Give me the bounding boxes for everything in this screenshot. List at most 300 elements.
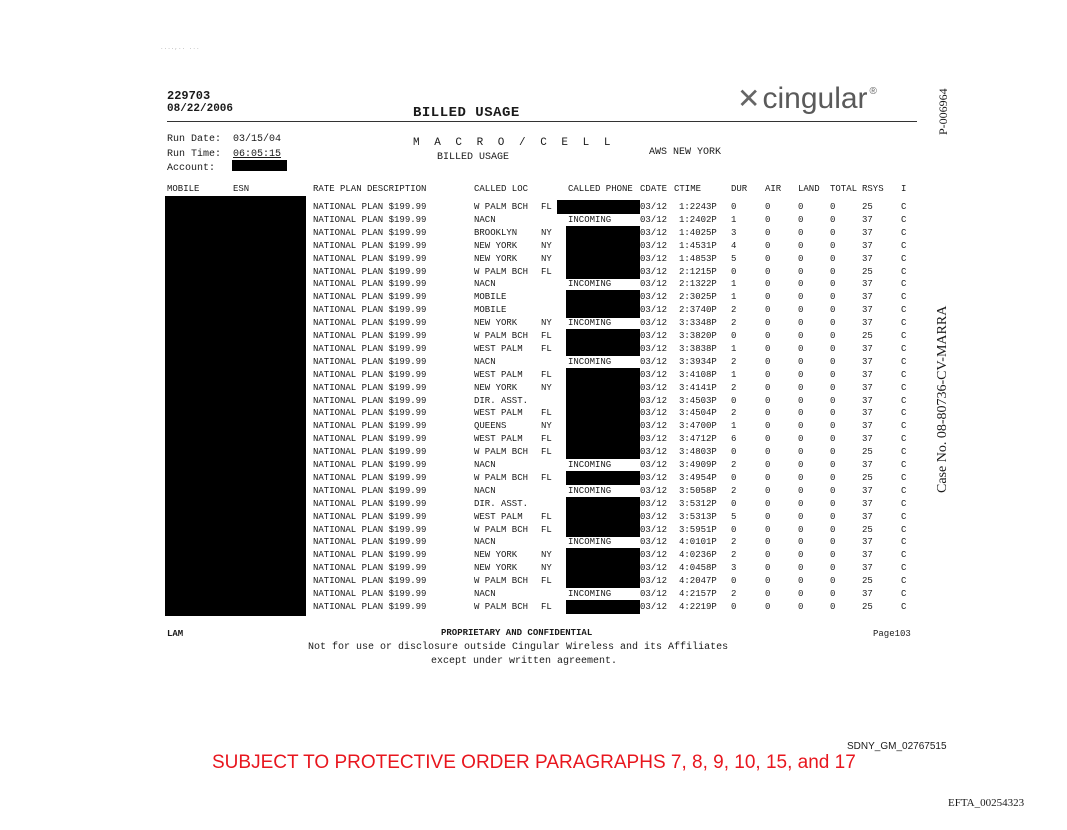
total-cell: 0 [830, 434, 836, 445]
ctime-cell: 2:3025P [679, 292, 717, 303]
ctime-cell: 3:3838P [679, 343, 717, 354]
called-phone-cell: INCOMING [568, 537, 612, 548]
land-cell: 0 [798, 227, 804, 238]
cdate-cell: 03/12 [640, 511, 668, 522]
disclaimer-line-2: except under written agreement. [431, 656, 618, 667]
i-cell: C [901, 292, 907, 303]
rate-plan-cell: NATIONAL PLAN $199.99 [313, 589, 427, 599]
rsys-cell: 37 [862, 343, 873, 354]
cdate-cell: 03/12 [640, 498, 668, 509]
air-cell: 0 [765, 589, 771, 599]
state-cell: NY [541, 421, 552, 432]
rsys-cell: 37 [862, 240, 873, 251]
dur-cell: 2 [731, 537, 737, 548]
dur-cell: 2 [731, 305, 737, 316]
dur-cell: 2 [731, 318, 737, 329]
rate-plan-cell: NATIONAL PLAN $199.99 [313, 524, 427, 535]
state-cell: FL [541, 524, 552, 535]
ctime-cell: 3:4504P [679, 408, 717, 419]
ctime-cell: 1:2402P [679, 214, 717, 225]
land-cell: 0 [798, 395, 804, 406]
dur-cell: 1 [731, 292, 737, 303]
dur-cell: 0 [731, 266, 737, 277]
rate-plan-cell: NATIONAL PLAN $199.99 [313, 576, 427, 587]
total-cell: 0 [830, 240, 836, 251]
air-cell: 0 [765, 421, 771, 432]
dur-cell: 2 [731, 550, 737, 561]
table-row [0, 459, 1067, 472]
total-cell: 0 [830, 550, 836, 561]
disclaimer-line-1: Not for use or disclosure outside Cingular Wireless and its Affiliates [308, 642, 729, 653]
land-cell: 0 [798, 576, 804, 587]
total-cell: 0 [830, 408, 836, 419]
called-loc-cell: MOBILE [474, 305, 507, 316]
land-cell: 0 [798, 356, 804, 367]
i-cell: C [901, 472, 907, 483]
called-phone-redaction [566, 303, 640, 317]
total-cell: 0 [830, 356, 836, 367]
total-cell: 0 [830, 563, 836, 574]
rsys-cell: 37 [862, 563, 873, 574]
cdate-cell: 03/12 [640, 524, 668, 535]
table-row [0, 511, 1067, 524]
dur-cell: 3 [731, 227, 737, 238]
registered-mark-icon: ® [869, 86, 877, 97]
run-date-line [167, 134, 282, 145]
cingular-logo [737, 84, 877, 118]
state-cell: FL [541, 369, 552, 380]
total-cell: 0 [830, 227, 836, 238]
table-row [0, 524, 1067, 537]
ctime-cell: 4:0101P [679, 537, 717, 548]
land-cell: 0 [798, 485, 804, 496]
called-loc-cell: WEST PALM [474, 434, 523, 445]
total-cell: 0 [830, 318, 836, 329]
cdate-cell: 03/12 [640, 356, 668, 367]
called-phone-redaction [566, 342, 640, 356]
i-cell: C [901, 318, 907, 329]
rate-plan-cell: NATIONAL PLAN $199.99 [313, 434, 427, 445]
state-cell: NY [541, 227, 552, 238]
air-cell: 0 [765, 331, 771, 341]
called-loc-cell: NACN [474, 356, 496, 367]
land-cell: 0 [798, 550, 804, 561]
land-cell: 0 [798, 601, 804, 612]
called-loc-cell: DIR. ASST. [474, 498, 529, 509]
called-phone-cell: INCOMING [568, 485, 612, 496]
ctime-cell: 2:1322P [679, 279, 717, 290]
cdate-cell: 03/12 [640, 537, 668, 548]
land-cell: 0 [798, 343, 804, 354]
dur-cell: 0 [731, 395, 737, 406]
col-mobile: MOBILE [167, 184, 200, 194]
cdate-cell: 03/12 [640, 408, 668, 419]
called-loc-cell: NEW YORK [474, 563, 518, 574]
run-time-line [167, 149, 282, 160]
air-cell: 0 [765, 460, 771, 470]
dur-cell: 0 [731, 472, 737, 483]
dur-cell: 6 [731, 434, 737, 445]
ctime-cell: 3:4954P [679, 472, 717, 483]
rsys-cell: 37 [862, 227, 873, 238]
rsys-cell: 25 [862, 447, 873, 458]
i-cell: C [901, 305, 907, 316]
ctime-cell: 3:4503P [679, 395, 717, 406]
protective-order-banner: SUBJECT TO PROTECTIVE ORDER PARAGRAPHS 7, 8, 9, 10, 15, and 17 [212, 752, 856, 773]
called-loc-cell: NEW YORK [474, 253, 518, 264]
air-cell: 0 [765, 395, 771, 406]
called-phone-redaction [557, 200, 640, 214]
scan-mark: ....,.. ... [160, 44, 200, 51]
rate-plan-cell: NATIONAL PLAN $199.99 [313, 382, 427, 393]
bates-number-vertical: P-006964 [936, 88, 950, 135]
air-cell: 0 [765, 318, 771, 329]
rsys-cell: 25 [862, 331, 873, 341]
total-cell: 0 [830, 369, 836, 380]
usage-table-body [0, 201, 1067, 615]
table-row [0, 549, 1067, 562]
total-cell: 0 [830, 395, 836, 406]
called-loc-cell: NACN [474, 537, 496, 548]
dur-cell: 0 [731, 331, 737, 341]
table-row [0, 240, 1067, 253]
table-row [0, 420, 1067, 433]
report-subtitle: BILLED USAGE [437, 152, 510, 163]
table-row [0, 382, 1067, 395]
state-cell: FL [541, 331, 552, 341]
brand-wordmark: cingular [762, 82, 868, 115]
rsys-cell: 37 [862, 292, 873, 303]
air-cell: 0 [765, 240, 771, 251]
sdny-bates-stamp: SDNY_GM_02767515 [847, 741, 947, 752]
i-cell: C [901, 524, 907, 535]
cdate-cell: 03/12 [640, 601, 668, 612]
i-cell: C [901, 485, 907, 496]
ctime-cell: 1:4531P [679, 240, 717, 251]
dur-cell: 2 [731, 485, 737, 496]
table-row [0, 214, 1067, 227]
rate-plan-cell: NATIONAL PLAN $199.99 [313, 202, 427, 212]
air-cell: 0 [765, 382, 771, 393]
air-cell: 0 [765, 253, 771, 264]
cdate-cell: 03/12 [640, 421, 668, 432]
table-row [0, 317, 1067, 330]
cdate-cell: 03/12 [640, 485, 668, 496]
called-phone-cell: INCOMING [568, 279, 612, 290]
land-cell: 0 [798, 279, 804, 290]
total-cell: 0 [830, 266, 836, 277]
dur-cell: 2 [731, 408, 737, 419]
state-cell: NY [541, 550, 552, 561]
dur-cell: 2 [731, 356, 737, 367]
ctime-cell: 3:4141P [679, 382, 717, 393]
total-cell: 0 [830, 331, 836, 341]
efta-stamp: EFTA_00254323 [948, 797, 1025, 809]
dur-cell: 1 [731, 421, 737, 432]
i-cell: C [901, 447, 907, 458]
rate-plan-cell: NATIONAL PLAN $199.99 [313, 214, 427, 225]
ctime-cell: 3:4700P [679, 421, 717, 432]
called-phone-cell: INCOMING [568, 214, 612, 225]
ctime-cell: 4:0458P [679, 563, 717, 574]
total-cell: 0 [830, 343, 836, 354]
state-cell: FL [541, 447, 552, 458]
table-row [0, 330, 1067, 343]
col-air: AIR [765, 184, 782, 194]
land-cell: 0 [798, 498, 804, 509]
called-loc-cell: NEW YORK [474, 382, 518, 393]
i-cell: C [901, 253, 907, 264]
land-cell: 0 [798, 318, 804, 329]
ctime-cell: 1:2243P [679, 202, 717, 212]
rate-plan-cell: NATIONAL PLAN $199.99 [313, 343, 427, 354]
air-cell: 0 [765, 498, 771, 509]
total-cell: 0 [830, 524, 836, 535]
cdate-cell: 03/12 [640, 589, 668, 599]
total-cell: 0 [830, 253, 836, 264]
i-cell: C [901, 382, 907, 393]
confidential-notice: PROPRIETARY AND CONFIDENTIAL [441, 628, 593, 638]
land-cell: 0 [798, 305, 804, 316]
dur-cell: 0 [731, 202, 737, 212]
table-row [0, 356, 1067, 369]
table-row [0, 201, 1067, 214]
rate-plan-cell: NATIONAL PLAN $199.99 [313, 292, 427, 303]
i-cell: C [901, 227, 907, 238]
air-cell: 0 [765, 576, 771, 587]
ctime-cell: 3:3348P [679, 318, 717, 329]
rsys-cell: 37 [862, 305, 873, 316]
dur-cell: 5 [731, 253, 737, 264]
called-loc-cell: W PALM BCH [474, 447, 529, 458]
land-cell: 0 [798, 524, 804, 535]
run-date-value: 03/15/04 [233, 134, 282, 145]
called-loc-cell: NACN [474, 214, 496, 225]
called-loc-cell: WEST PALM [474, 343, 523, 354]
air-cell: 0 [765, 485, 771, 496]
ctime-cell: 4:2219P [679, 601, 717, 612]
ctime-cell: 3:3934P [679, 356, 717, 367]
total-cell: 0 [830, 292, 836, 303]
i-cell: C [901, 356, 907, 367]
ctime-cell: 3:4108P [679, 369, 717, 380]
rsys-cell: 37 [862, 382, 873, 393]
i-cell: C [901, 395, 907, 406]
rsys-cell: 37 [862, 589, 873, 599]
i-cell: C [901, 601, 907, 612]
i-cell: C [901, 498, 907, 509]
cdate-cell: 03/12 [640, 434, 668, 445]
table-row [0, 291, 1067, 304]
i-cell: C [901, 576, 907, 587]
air-cell: 0 [765, 214, 771, 225]
table-row [0, 472, 1067, 485]
cdate-cell: 03/12 [640, 343, 668, 354]
table-row [0, 498, 1067, 511]
ctime-cell: 3:4803P [679, 447, 717, 458]
rsys-cell: 37 [862, 356, 873, 367]
rate-plan-cell: NATIONAL PLAN $199.99 [313, 563, 427, 574]
land-cell: 0 [798, 382, 804, 393]
total-cell: 0 [830, 472, 836, 483]
land-cell: 0 [798, 214, 804, 225]
rate-plan-cell: NATIONAL PLAN $199.99 [313, 240, 427, 251]
col-esn: ESN [233, 184, 250, 194]
table-row [0, 227, 1067, 240]
total-cell: 0 [830, 498, 836, 509]
air-cell: 0 [765, 447, 771, 458]
ctime-cell: 3:4909P [679, 460, 717, 470]
land-cell: 0 [798, 563, 804, 574]
called-loc-cell: NACN [474, 589, 496, 599]
ctime-cell: 3:3820P [679, 331, 717, 341]
cdate-cell: 03/12 [640, 240, 668, 251]
air-cell: 0 [765, 279, 771, 290]
document-date: 08/22/2006 [167, 103, 234, 115]
land-cell: 0 [798, 537, 804, 548]
rsys-cell: 37 [862, 253, 873, 264]
rsys-cell: 37 [862, 408, 873, 419]
rsys-cell: 37 [862, 550, 873, 561]
dur-cell: 3 [731, 563, 737, 574]
cdate-cell: 03/12 [640, 227, 668, 238]
air-cell: 0 [765, 472, 771, 483]
called-loc-cell: W PALM BCH [474, 331, 529, 341]
total-cell: 0 [830, 202, 836, 212]
table-row [0, 536, 1067, 549]
cdate-cell: 03/12 [640, 214, 668, 225]
case-number-vertical: Case No. 08-80736-CV-MARRA [935, 305, 950, 493]
rsys-cell: 37 [862, 511, 873, 522]
air-cell: 0 [765, 434, 771, 445]
i-cell: C [901, 537, 907, 548]
table-row [0, 407, 1067, 420]
document-id: 229703 [167, 89, 211, 103]
cdate-cell: 03/12 [640, 576, 668, 587]
land-cell: 0 [798, 434, 804, 445]
dur-cell: 2 [731, 589, 737, 599]
col-rate-plan: RATE PLAN DESCRIPTION [313, 184, 427, 194]
col-cdate: CDATE [640, 184, 668, 194]
i-cell: C [901, 460, 907, 470]
footer-code: LAM [167, 629, 184, 639]
table-row [0, 601, 1067, 614]
cdate-cell: 03/12 [640, 202, 668, 212]
land-cell: 0 [798, 331, 804, 341]
rsys-cell: 37 [862, 369, 873, 380]
i-cell: C [901, 331, 907, 341]
report-name: M A C R O / C E L L [413, 137, 615, 149]
rate-plan-cell: NATIONAL PLAN $199.99 [313, 537, 427, 548]
total-cell: 0 [830, 576, 836, 587]
total-cell: 0 [830, 382, 836, 393]
i-cell: C [901, 511, 907, 522]
rsys-cell: 37 [862, 434, 873, 445]
state-cell: FL [541, 601, 552, 612]
rsys-cell: 37 [862, 214, 873, 225]
account-label: Account: [167, 163, 216, 174]
col-land: LAND [798, 184, 820, 194]
called-loc-cell: W PALM BCH [474, 202, 529, 212]
rate-plan-cell: NATIONAL PLAN $199.99 [313, 550, 427, 561]
header-divider [167, 121, 917, 122]
page-title: BILLED USAGE [413, 105, 520, 121]
run-time-label: Run Time: [167, 149, 222, 160]
rate-plan-cell: NATIONAL PLAN $199.99 [313, 395, 427, 406]
cdate-cell: 03/12 [640, 369, 668, 380]
table-row [0, 395, 1067, 408]
air-cell: 0 [765, 408, 771, 419]
called-phone-cell: INCOMING [568, 356, 612, 367]
table-row [0, 266, 1067, 279]
land-cell: 0 [798, 472, 804, 483]
land-cell: 0 [798, 253, 804, 264]
ctime-cell: 3:5058P [679, 485, 717, 496]
ctime-cell: 4:2047P [679, 576, 717, 587]
cdate-cell: 03/12 [640, 382, 668, 393]
rsys-cell: 37 [862, 421, 873, 432]
dur-cell: 5 [731, 511, 737, 522]
dur-cell: 1 [731, 343, 737, 354]
called-loc-cell: W PALM BCH [474, 601, 529, 612]
called-loc-cell: DIR. ASST. [474, 395, 529, 406]
dur-cell: 0 [731, 576, 737, 587]
table-row [0, 446, 1067, 459]
cingular-jack-icon: ✕ [737, 82, 761, 115]
land-cell: 0 [798, 266, 804, 277]
rate-plan-cell: NATIONAL PLAN $199.99 [313, 421, 427, 432]
rate-plan-cell: NATIONAL PLAN $199.99 [313, 279, 427, 290]
called-loc-cell: NACN [474, 460, 496, 470]
land-cell: 0 [798, 240, 804, 251]
dur-cell: 2 [731, 382, 737, 393]
called-phone-redaction [566, 523, 640, 537]
called-phone-redaction [566, 574, 640, 588]
air-cell: 0 [765, 524, 771, 535]
called-phone-cell: INCOMING [568, 589, 612, 599]
table-row [0, 304, 1067, 317]
table-row [0, 253, 1067, 266]
rate-plan-cell: NATIONAL PLAN $199.99 [313, 498, 427, 509]
rate-plan-cell: NATIONAL PLAN $199.99 [313, 408, 427, 419]
dur-cell: 0 [731, 601, 737, 612]
ctime-cell: 2:3740P [679, 305, 717, 316]
air-cell: 0 [765, 343, 771, 354]
land-cell: 0 [798, 511, 804, 522]
i-cell: C [901, 266, 907, 277]
table-row [0, 278, 1067, 291]
air-cell: 0 [765, 563, 771, 574]
state-cell: NY [541, 240, 552, 251]
state-cell: NY [541, 318, 552, 329]
rate-plan-cell: NATIONAL PLAN $199.99 [313, 511, 427, 522]
land-cell: 0 [798, 447, 804, 458]
i-cell: C [901, 421, 907, 432]
ctime-cell: 3:4712P [679, 434, 717, 445]
rate-plan-cell: NATIONAL PLAN $199.99 [313, 485, 427, 496]
state-cell: FL [541, 434, 552, 445]
cdate-cell: 03/12 [640, 460, 668, 470]
state-cell: FL [541, 202, 552, 212]
col-ctime: CTIME [674, 184, 702, 194]
total-cell: 0 [830, 279, 836, 290]
rsys-cell: 25 [862, 601, 873, 612]
total-cell: 0 [830, 589, 836, 599]
table-row [0, 433, 1067, 446]
total-cell: 0 [830, 447, 836, 458]
i-cell: C [901, 214, 907, 225]
called-loc-cell: NEW YORK [474, 318, 518, 329]
